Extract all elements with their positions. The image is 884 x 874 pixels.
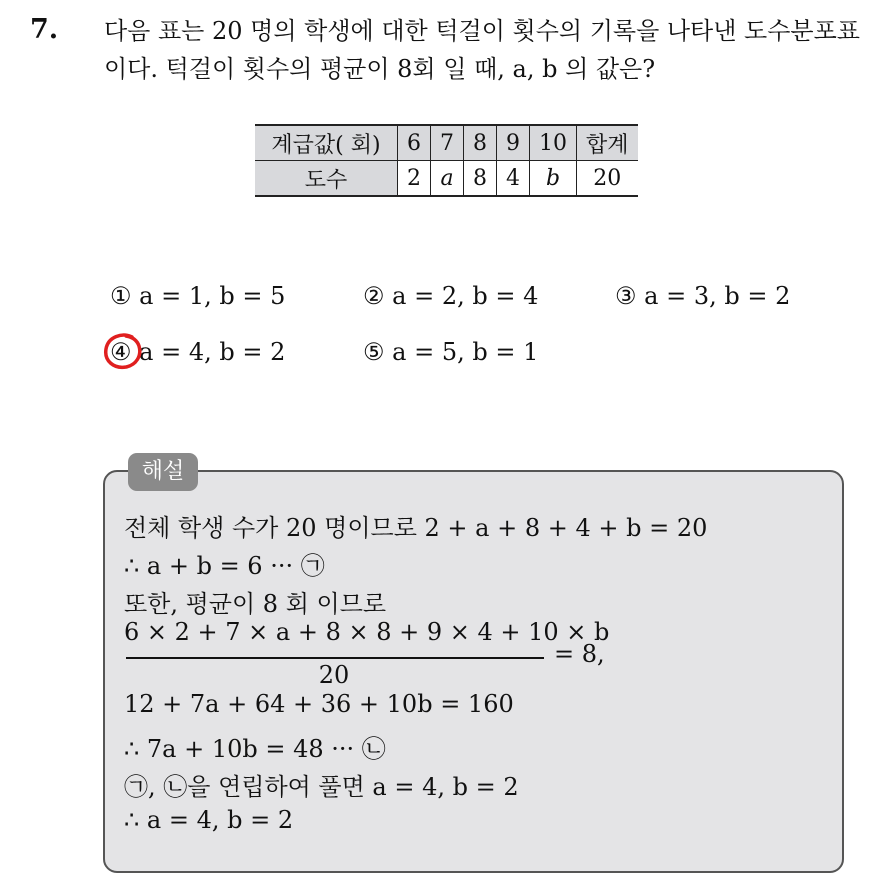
choice-2[interactable] [363, 282, 538, 310]
solution-label: 해설 [128, 453, 198, 491]
table-cell: 2 [398, 161, 431, 197]
table-cell-total: 합계 [577, 125, 638, 161]
table-cell: 8 [464, 125, 497, 161]
table-cell: 7 [431, 125, 464, 161]
choice-text: a = 5, b = 1 [392, 338, 539, 366]
choice-text: a = 4, b = 2 [139, 338, 286, 366]
frequency-table [255, 124, 638, 197]
solution-line-5: ∴ 7a + 10b = 48 ··· ㉡ [124, 735, 386, 763]
choice-marker: ② [363, 282, 385, 310]
table-cell: 8 [464, 161, 497, 197]
solution-line-4: 12 + 7a + 64 + 36 + 10b = 160 [124, 690, 514, 718]
table-row-frequency [255, 161, 638, 197]
question-number: 7. [30, 14, 59, 45]
question-text: 다음 표는 20 명의 학생에 대한 턱걸이 횟수의 기록을 나타낸 도수분포표이다. 턱걸이 횟수의 평균이 8회 일 때, a, b 의 값은? [104, 17, 860, 83]
choice-marker: ⑤ [363, 338, 385, 366]
table-header-class: 계급값( 회) [255, 125, 398, 161]
choice-text: a = 2, b = 4 [392, 282, 539, 310]
choice-text: a = 3, b = 2 [644, 282, 791, 310]
solution-line-2: ∴ a + b = 6 ··· ㉠ [124, 552, 325, 580]
table-cell: 10 [530, 125, 577, 161]
choice-3[interactable] [615, 282, 790, 310]
table-row-class [255, 125, 638, 161]
table-cell: 9 [497, 125, 530, 161]
fraction-bar [126, 657, 544, 659]
fraction-denominator: 20 [318, 661, 350, 689]
answer-circle-mark [102, 331, 144, 371]
solution-line-3: 또한, 평균이 8 회 이므로 [124, 590, 387, 618]
table-header-frequency: 도수 [255, 161, 398, 197]
table-cell: b [530, 161, 577, 197]
table-cell: a [431, 161, 464, 197]
choice-5[interactable] [363, 338, 538, 366]
choice-marker: ④ [110, 338, 132, 366]
solution-line-1: 전체 학생 수가 20 명이므로 2 + a + 8 + 4 + b = 20 [124, 514, 708, 542]
choice-marker: ③ [615, 282, 637, 310]
solution-line-6: ㉠, ㉡을 연립하여 풀면 a = 4, b = 2 [124, 773, 519, 801]
solution-line-7: ∴ a = 4, b = 2 [124, 806, 294, 834]
choice-1[interactable] [110, 282, 285, 310]
table-cell: 4 [497, 161, 530, 197]
fraction-rhs: = 8, [554, 640, 605, 668]
fraction-numerator: 6 × 2 + 7 × a + 8 × 8 + 9 × 4 + 10 × b [124, 618, 610, 646]
choice-marker: ① [110, 282, 132, 310]
table-cell: 6 [398, 125, 431, 161]
table-cell-total: 20 [577, 161, 638, 197]
choice-text: a = 1, b = 5 [139, 282, 286, 310]
